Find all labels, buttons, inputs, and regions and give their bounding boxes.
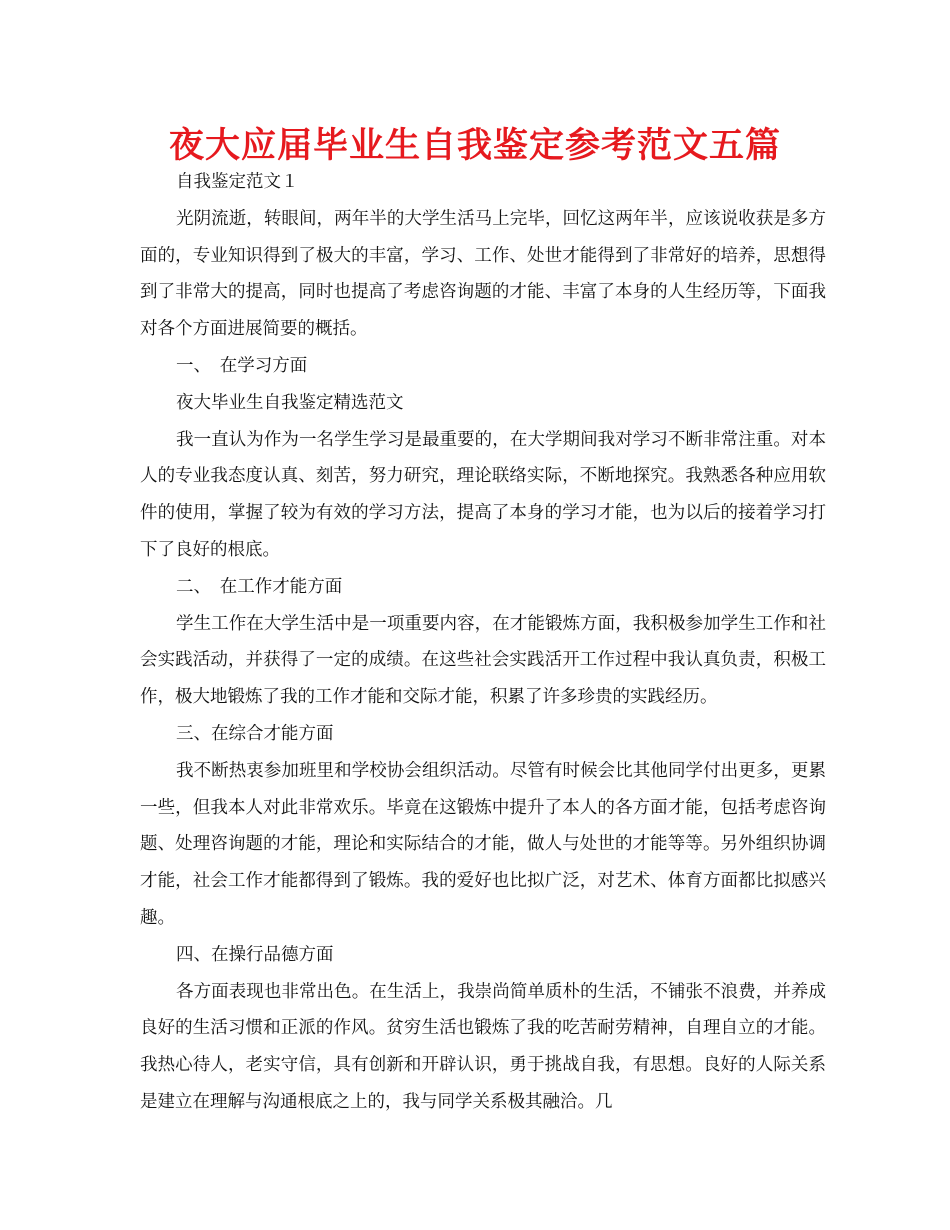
paragraph: 光阴流逝，转眼间，两年半的大学生活马上完毕，回忆这两年半，应该说收获是多方面的，专业知识得到了极大的丰富，学习、工作、处世才能得到了非常好的培养，思想得到了非常大的提高，同时也提高了考虑咨询题的才能、丰富了本身的人生经历等，下面我对各个方面进展简要的概括。 bbox=[140, 208, 826, 340]
paragraph: 学生工作在大学生活中是一项重要内容，在才能锻炼方面，我积极参加学生工作和社会实践活动，并获得了一定的成绩。在这些社会实践活开工作过程中我认真负责，积极工作，极大地锻炼了我的工作才能和交际才能，积累了许多珍贵的实践经历。 bbox=[140, 613, 826, 708]
section-heading: 夜大毕业生自我鉴定精选范文 bbox=[176, 392, 404, 413]
paragraph: 我不断热衷参加班里和学校协会组织活动。尽管有时候会比其他同学付出更多，更累一些，但我本人对此非常欢乐。毕竟在这锻炼中提升了本人的各方面才能，包括考虑咨询题、处理咨询题的才能，理论和实际结合的才能，做人与处世的才能等等。另外组织协调才能，社会工作才能都得到了锻炼。我的爱好也比拟广泛，对艺术、体育方面都比拟感兴趣。 bbox=[140, 760, 826, 928]
paragraph: 我一直认为作为一名学生学习是最重要的，在大学期间我对学习不断非常注重。对本人的专业我态度认真、刻苦，努力研究，理论联络实际，不断地探究。我熟悉各种应用软件的使用，掌握了较为有效的学习方法，提高了本身的学习才能，也为以后的接着学习打下了良好的根底。 bbox=[140, 429, 826, 560]
section-heading: 一、 在学习方面 bbox=[176, 355, 308, 376]
section-heading: 自我鉴定范文１ bbox=[176, 172, 299, 192]
document-body bbox=[140, 164, 826, 1121]
document-title: 夜大应届毕业生自我鉴定参考范文五篇 bbox=[168, 126, 781, 166]
section-heading: 四、在操行品德方面 bbox=[176, 944, 334, 965]
paragraph: 各方面表现也非常出色。在生活上，我崇尚简单质朴的生活，不铺张不浪费，并养成良好的生活习惯和正派的作风。贫穷生活也锻炼了我的吃苦耐劳精神，自理自立的才能。我热心待人，老实守信，具有创新和开辟认识，勇于挑战自我，有思想。良好的人际关系是建立在理解与沟通根底之上的，我与同学关系极其融洽。几 bbox=[140, 981, 826, 1112]
section-heading: 三、在综合才能方面 bbox=[176, 723, 334, 744]
section-heading: 二、 在工作才能方面 bbox=[176, 576, 343, 597]
